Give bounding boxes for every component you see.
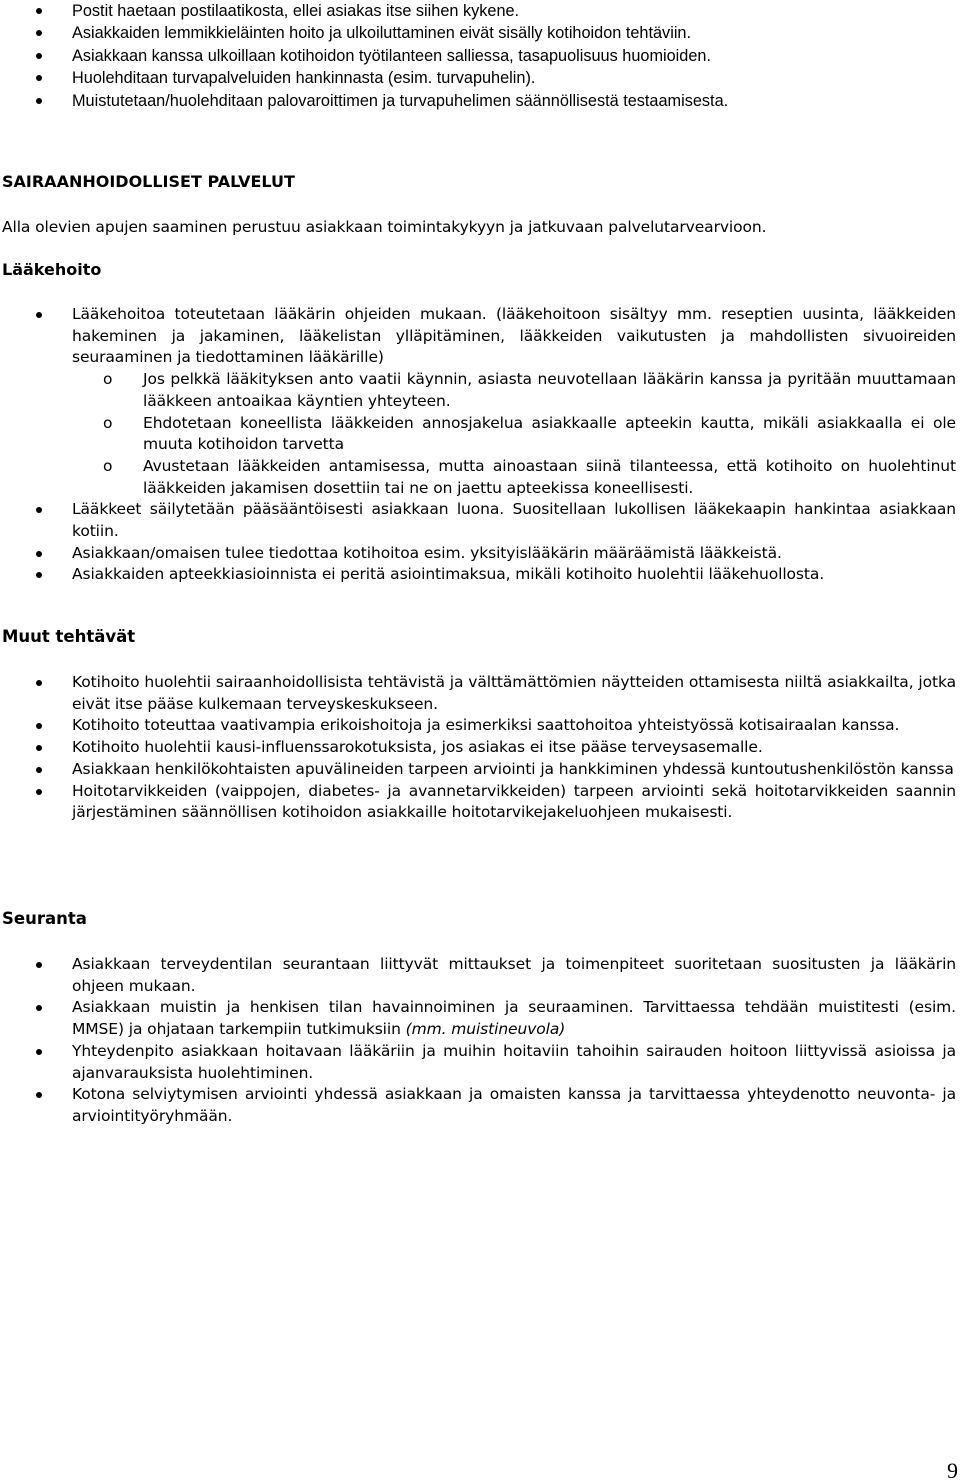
list-item: Kotona selviytymisen arviointi yhdessä asiakkaan ja omaisten kanssa ja tarvittaessa yhteydenotto neuvonta- ja arviointityöryhmään. xyxy=(0,1084,960,1127)
section-intro: Alla olevien apujen saaminen perustuu asiakkaan toimintakykyyn ja jatkuvaan palvelutarvearvioon. xyxy=(2,218,767,236)
list-item: Asiakkaan/omaisen tulee tiedottaa kotihoitoa esim. yksityislääkärin määräämistä lääkkeistä. xyxy=(0,543,960,565)
section-heading: SAIRAANHOIDOLLISET PALVELUT xyxy=(2,172,295,191)
seuranta-section xyxy=(0,954,960,1128)
list-item: Kotihoito huolehtii kausi-influenssarokotuksista, jos asiakas ei itse pääse terveysasemalle. xyxy=(0,737,960,759)
list-item: Lääkkeet säilytetään pääsääntöisesti asiakkaan luona. Suositellaan lukollisen lääkekaapin hankintaa asiakkaan kotiin. xyxy=(0,499,960,542)
list-item xyxy=(0,997,960,1040)
laakehoito-heading: Lääkehoito xyxy=(2,260,102,279)
seuranta-heading: Seuranta xyxy=(2,909,87,928)
list-item: Muistutetaan/huolehditaan palovaroittimen ja turvapuhelimen säännöllisestä testaamisesta. xyxy=(0,90,960,112)
laakehoito-section xyxy=(0,304,960,586)
sub-list-item: o Ehdotetaan koneellista lääkkeiden annosjakelua asiakkaalle apteekin kautta, mikäli asiakkaalla ei ole muuta kotihoidon tarvetta xyxy=(72,413,956,456)
list-item-italic-text: (mm. muistineuvola) xyxy=(405,1020,566,1039)
list-item-text: Asiakkaan muistin ja henkisen tilan havainnoiminen ja seuraaminen. Tarvittaessa tehdään muistitesti (esim. MMSE) ja ohjataan tarkempiin tutkimuksiin xyxy=(72,998,956,1039)
list-item: Yhteydenpito asiakkaan hoitavaan lääkäriin ja muihin hoitaviin tahoihin sairauden hoitoon liittyvissä asioissa ja ajanvarauksista huolehtiminen. xyxy=(0,1041,960,1084)
page-number: 9 xyxy=(947,1458,958,1483)
list-item: Kotihoito toteuttaa vaativampia erikoishoitoja ja esimerkiksi saattohoitoa yhteistyössä kotisairaalan kanssa. xyxy=(0,715,960,737)
top-bullet-list xyxy=(0,0,960,112)
list-item xyxy=(0,304,960,499)
list-item: Postit haetaan postilaatikosta, ellei asiakas itse siihen kykene. xyxy=(0,0,960,22)
sub-list-item: o Jos pelkkä lääkityksen anto vaatii käynnin, asiasta neuvotellaan lääkärin kanssa ja pyritään muuttamaan lääkkeen antoaikaa käyntien yhteyteen. xyxy=(72,369,956,412)
list-item: Asiakkaiden apteekkiasioinnista ei peritä asiointimaksua, mikäli kotihoito huolehtii lääkehuollosta. xyxy=(0,564,960,586)
sub-list-item: o Avustetaan lääkkeiden antamisessa, mutta ainoastaan siinä tilanteessa, että kotihoito on huolehtinut lääkkeiden jakamisen dosettiin tai ne on jaettu apteekissa koneellisesti. xyxy=(72,456,956,499)
sub-list xyxy=(72,369,956,499)
list-item: Hoitotarvikkeiden (vaippojen, diabetes- ja avannetarvikkeiden) tarpeen arviointi sekä hoitotarvikkeiden saannin järjestäminen säännöllisen kotihoidon asiakkaille hoitotarvikejakeluohjeen mukaisesti. xyxy=(0,781,960,824)
list-item-text: Lääkehoitoa toteutetaan lääkärin ohjeiden mukaan. (lääkehoitoon sisältyy mm. reseptien uusinta, lääkkeiden hakeminen ja jakaminen, lääkelistan ylläpitäminen, lääkkeiden vaikutusten ja mahdollisten sivuoireiden seuraaminen ja tiedottaminen lääkärille) xyxy=(72,305,956,367)
list-item: Asiakkaan terveydentilan seurantaan liittyvät mittaukset ja toimenpiteet suoritetaan suositusten ja lääkärin ohjeen mukaan. xyxy=(0,954,960,997)
muut-section xyxy=(0,672,960,824)
list-item: Huolehditaan turvapalveluiden hankinnasta (esim. turvapuhelin). xyxy=(0,67,960,89)
list-item: Asiakkaan henkilökohtaisten apuvälineiden tarpeen arviointi ja hankkiminen yhdessä kuntoutushenkilöstön kanssa xyxy=(0,759,960,781)
list-item: Asiakkaiden lemmikkieläinten hoito ja ulkoiluttaminen eivät sisälly kotihoidon tehtäviin. xyxy=(0,22,960,44)
list-item: Asiakkaan kanssa ulkoillaan kotihoidon työtilanteen salliessa, tasapuolisuus huomioiden. xyxy=(0,45,960,67)
list-item: Kotihoito huolehtii sairaanhoidollisista tehtävistä ja välttämättömien näytteiden ottamisesta niiltä asiakkailta, jotka eivät itse pääse kulkemaan terveyskeskukseen. xyxy=(0,672,960,715)
muut-heading: Muut tehtävät xyxy=(2,627,136,646)
